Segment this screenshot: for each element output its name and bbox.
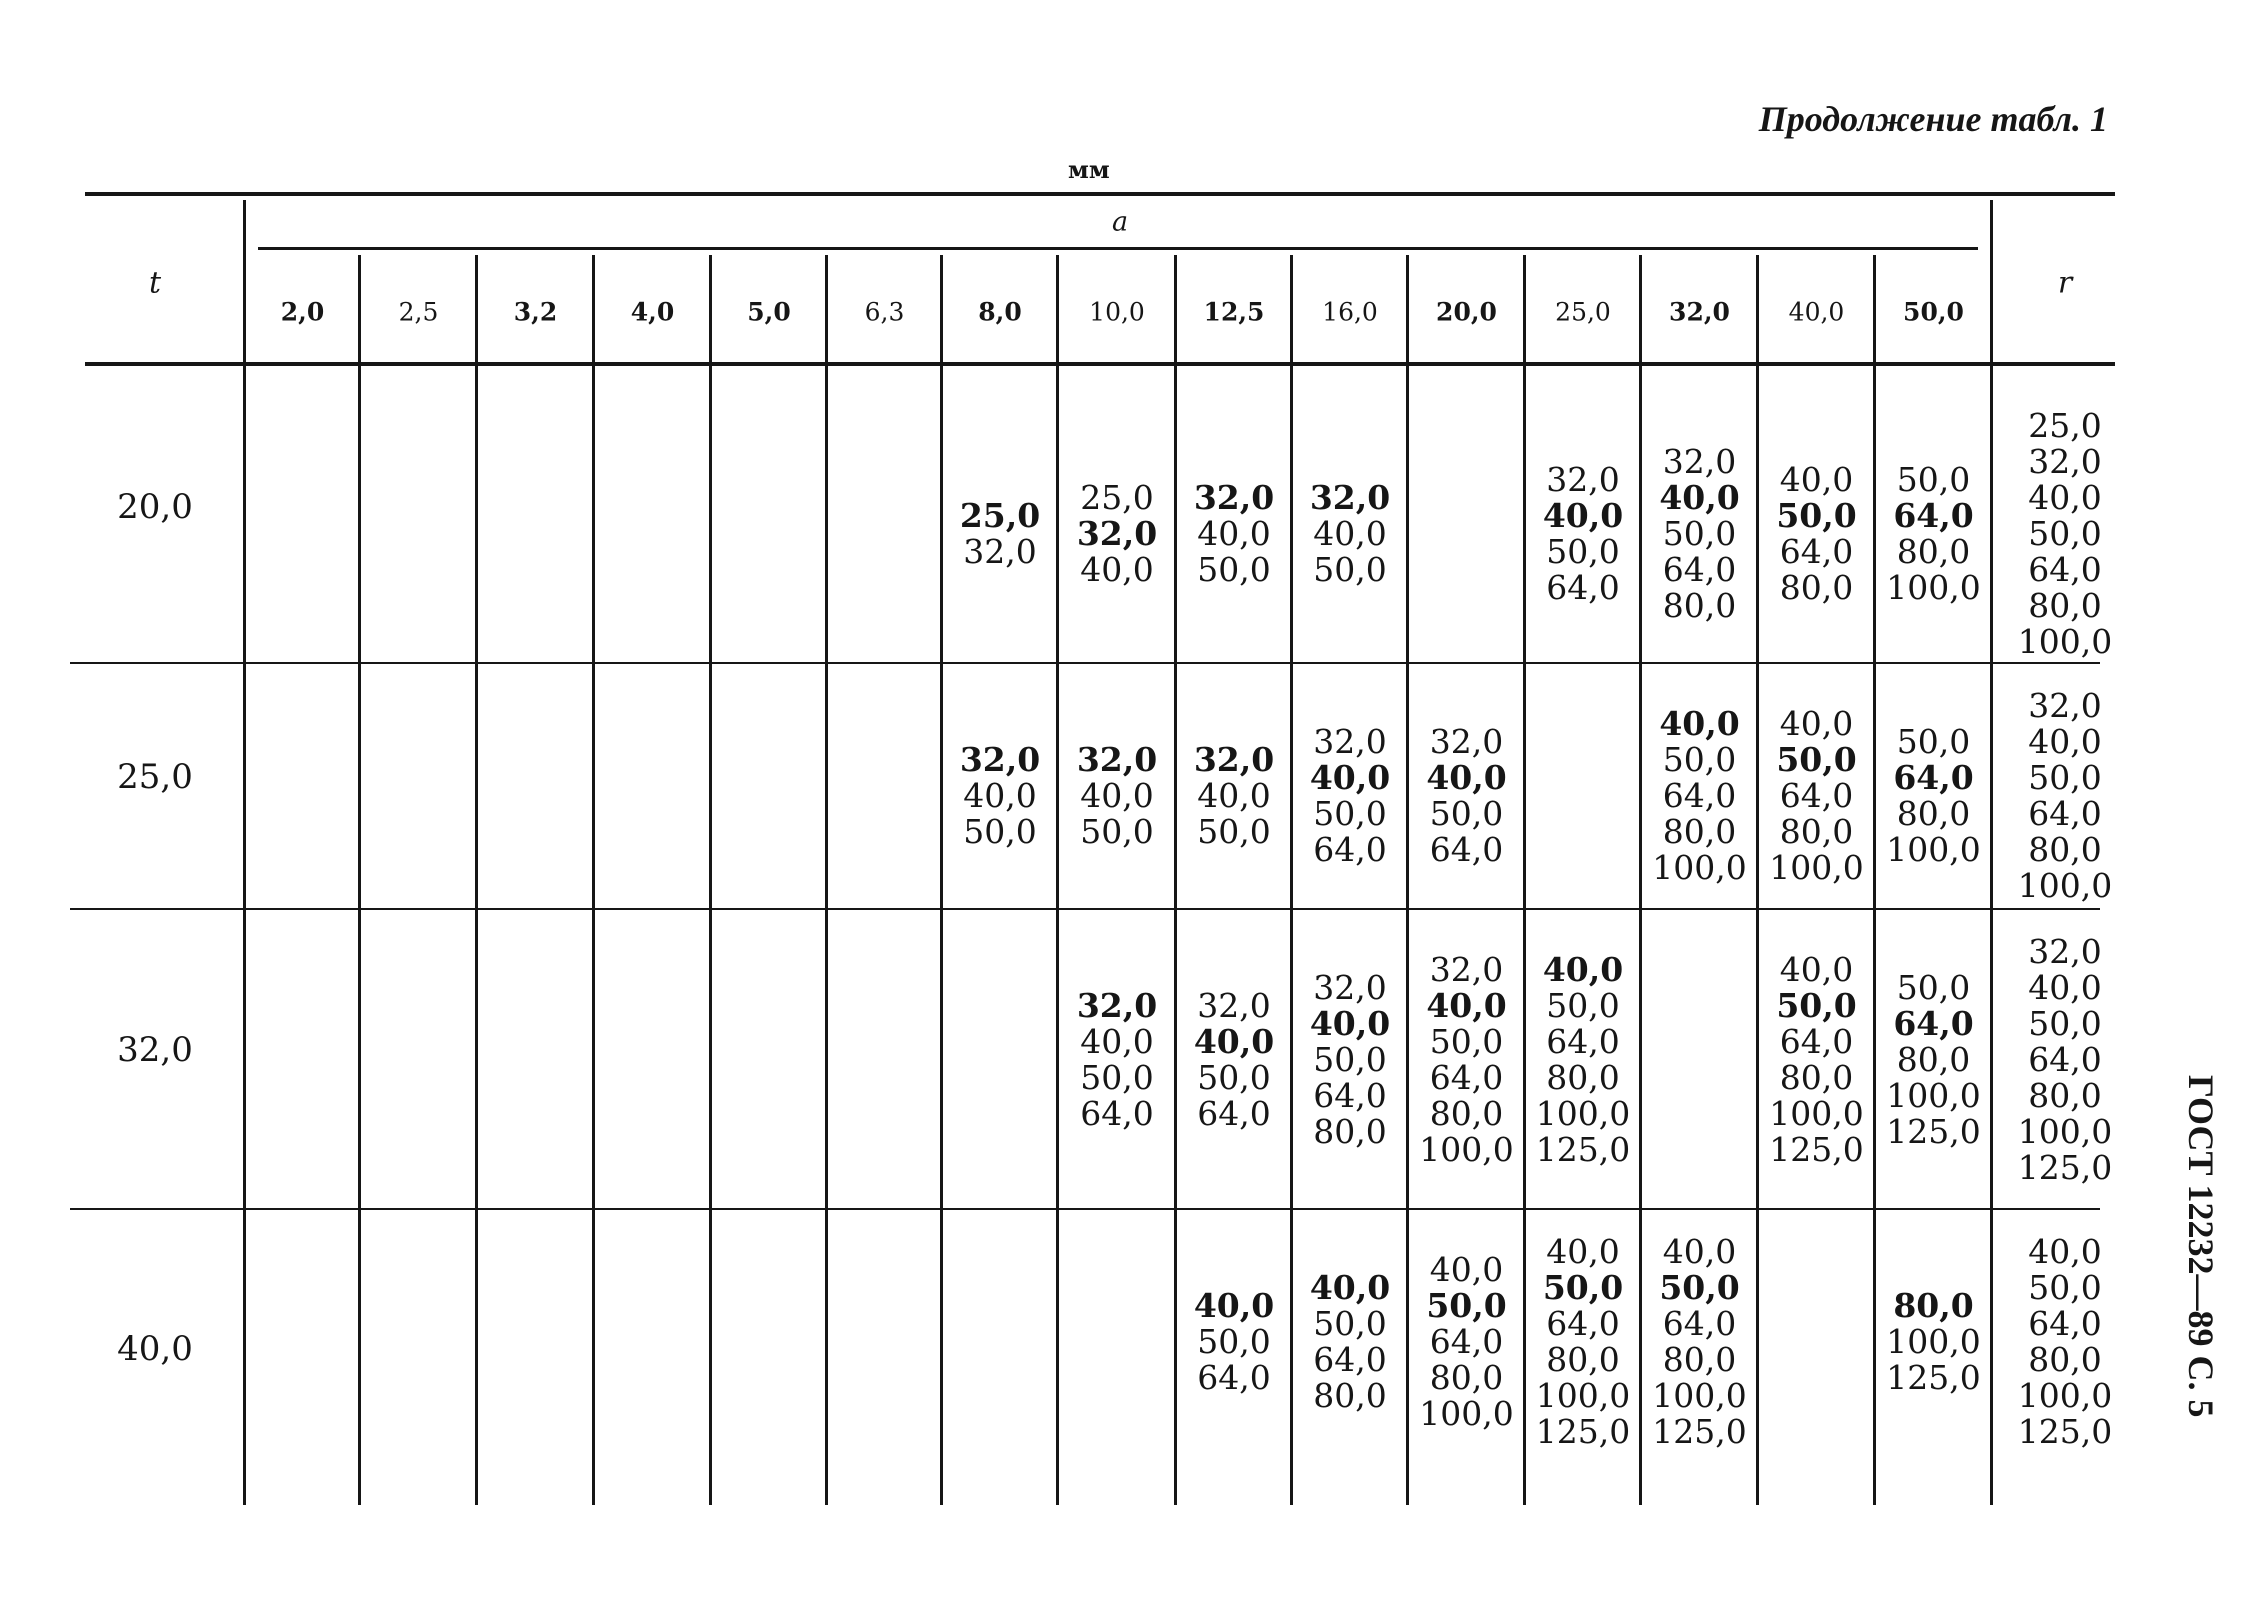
cell-value: 100,0: [1535, 1094, 1631, 1133]
row-t-value: 40,0: [117, 1328, 193, 1369]
cell-value: 64,0: [1197, 1358, 1271, 1397]
cell-value: 32,0: [2028, 932, 2102, 971]
row-separator-3: [70, 1208, 2100, 1210]
cell-value: 80,0: [1896, 1040, 1971, 1079]
column-header-a-8: 12,5: [1203, 297, 1265, 327]
cell-value: 100,0: [2017, 622, 2113, 661]
cell-value: 64,0: [1197, 1094, 1271, 1133]
t-header: t: [148, 265, 162, 301]
column-header-a-0: 2,0: [280, 297, 325, 327]
cell-value: 50,0: [1776, 496, 1857, 535]
cell-value: 32,0: [1313, 722, 1387, 761]
row-t-value: 25,0: [117, 757, 193, 797]
cell-value: 100,0: [2017, 1376, 2113, 1415]
cell-value: 64,0: [1429, 830, 1504, 869]
r-values-cell: [1992, 934, 2138, 1186]
cell-value: 32,0: [1429, 950, 1504, 989]
column-header-a-5: 6,3: [864, 297, 905, 327]
cell-value: 32,0: [2028, 442, 2102, 481]
row-t-value: 20,0: [117, 487, 193, 527]
cell-value: 40,0: [1080, 1022, 1154, 1061]
cell-value: 64,0: [1080, 1094, 1154, 1133]
table-cell: [1408, 724, 1525, 868]
cell-value: 40,0: [1662, 1232, 1737, 1271]
table-continuation-caption: Продолжение табл. 1: [1758, 99, 2108, 139]
cell-value: 64,0: [1893, 758, 1974, 797]
cell-value: 40,0: [1542, 950, 1624, 989]
cell-value: 100,0: [1886, 568, 1981, 607]
cell-value: 125,0: [2017, 1148, 2113, 1187]
cell-value: 50,0: [1546, 986, 1620, 1025]
cell-value: 32,0: [1313, 968, 1387, 1007]
cell-value: 50,0: [2028, 758, 2102, 797]
column-header-a-10: 20,0: [1436, 297, 1497, 327]
cell-value: 50,0: [1197, 550, 1271, 589]
cell-value: 100,0: [1535, 1376, 1631, 1415]
a-group-rule: [258, 247, 1978, 250]
cell-value: 64,0: [1429, 1058, 1504, 1097]
cell-value: 80,0: [1779, 568, 1854, 607]
cell-value: 125,0: [1769, 1130, 1864, 1169]
cell-value: 40,0: [963, 776, 1037, 815]
column-rule-6: [940, 255, 943, 1505]
cell-value: 50,0: [1659, 1268, 1740, 1307]
cell-value: 32,0: [1309, 478, 1391, 517]
cell-value: 80,0: [1662, 1340, 1737, 1379]
cell-value: 125,0: [1886, 1358, 1981, 1397]
cell-value: 40,0: [2028, 968, 2102, 1007]
cell-value: 32,0: [959, 740, 1041, 779]
cell-value: 50,0: [1896, 722, 1971, 761]
cell-value: 80,0: [1546, 1058, 1620, 1097]
cell-value: 50,0: [1197, 1322, 1271, 1361]
cell-value: 40,0: [1309, 1004, 1391, 1043]
table-cell: [1292, 480, 1408, 588]
column-header-a-7: 10,0: [1089, 297, 1145, 327]
r-values-cell: [1992, 688, 2138, 904]
cell-value: 100,0: [2017, 1112, 2113, 1151]
cell-value: 64,0: [1893, 1004, 1974, 1043]
cell-value: 100,0: [2017, 866, 2113, 905]
cell-value: 80,0: [2028, 830, 2102, 869]
cell-value: 80,0: [2028, 586, 2102, 625]
cell-value: 40,0: [1426, 986, 1507, 1025]
document-number-footer: ГОСТ 12232—89 С. 5: [2181, 1075, 2221, 1418]
cell-value: 32,0: [1546, 460, 1620, 499]
cell-value: 100,0: [1652, 848, 1747, 887]
row-separator-1: [70, 662, 2100, 664]
cell-value: 40,0: [1779, 704, 1854, 743]
cell-value: 32,0: [1193, 740, 1275, 779]
cell-value: 80,0: [1896, 532, 1971, 571]
cell-value: 100,0: [1769, 848, 1864, 887]
r-header: r: [2057, 265, 2073, 301]
column-rule-4: [709, 255, 712, 1505]
table-cell: [1525, 952, 1641, 1168]
cell-value: 64,0: [1662, 1304, 1737, 1343]
r-values-cell: [1992, 1234, 2138, 1450]
cell-value: 32,0: [1429, 722, 1504, 761]
cell-value: 64,0: [2028, 794, 2102, 833]
cell-value: 64,0: [1546, 568, 1620, 607]
cell-value: 80,0: [1313, 1112, 1387, 1151]
cell-value: 64,0: [1779, 1022, 1854, 1061]
cell-value: 64,0: [1313, 830, 1387, 869]
cell-value: 32,0: [1076, 986, 1158, 1025]
cell-value: 40,0: [1313, 514, 1387, 553]
column-header-a-12: 32,0: [1669, 297, 1730, 327]
cell-value: 50,0: [1896, 460, 1971, 499]
cell-value: 100,0: [1769, 1094, 1864, 1133]
cell-value: 80,0: [1896, 794, 1971, 833]
cell-value: 100,0: [1886, 1322, 1981, 1361]
cell-value: 50,0: [1313, 1304, 1387, 1343]
cell-value: 40,0: [2028, 722, 2102, 761]
cell-value: 80,0: [1779, 1058, 1854, 1097]
cell-value: 64,0: [2028, 1304, 2102, 1343]
cell-value: 40,0: [1542, 496, 1624, 535]
cell-value: 50,0: [1776, 740, 1857, 779]
cell-value: 50,0: [1197, 812, 1271, 851]
cell-value: 50,0: [1662, 514, 1737, 553]
table-cell: [1525, 1234, 1641, 1450]
cell-value: 50,0: [1662, 740, 1737, 779]
column-rule-0: [243, 200, 246, 1505]
cell-value: 40,0: [2028, 1232, 2102, 1271]
cell-value: 50,0: [1546, 532, 1620, 571]
table-cell: [942, 498, 1058, 570]
cell-value: 50,0: [1080, 812, 1154, 851]
table-cell: [1176, 742, 1292, 850]
cell-value: 125,0: [1886, 1112, 1981, 1151]
header-bottom-rule: [85, 362, 2115, 366]
cell-value: 64,0: [1313, 1076, 1387, 1115]
cell-value: 25,0: [1080, 478, 1154, 517]
table-cell: [1875, 462, 1992, 606]
cell-value: 40,0: [1779, 950, 1854, 989]
cell-value: 40,0: [1659, 704, 1740, 743]
cell-value: 50,0: [1080, 1058, 1154, 1097]
r-values-cell: [1992, 408, 2138, 660]
column-rule-2: [475, 255, 478, 1505]
table-cell: [1292, 970, 1408, 1150]
cell-value: 80,0: [1662, 586, 1737, 625]
cell-value: 64,0: [2028, 550, 2102, 589]
column-header-a-9: 16,0: [1322, 297, 1378, 327]
cell-value: 25,0: [959, 496, 1041, 535]
column-rule-3: [592, 255, 595, 1505]
table-cell: [1758, 462, 1875, 606]
column-header-a-13: 40,0: [1788, 297, 1845, 327]
cell-value: 100,0: [1652, 1376, 1747, 1415]
column-header-a-3: 4,0: [630, 297, 675, 327]
cell-value: 80,0: [1893, 1286, 1974, 1325]
table-cell: [1875, 724, 1992, 868]
cell-value: 32,0: [2028, 686, 2102, 725]
column-header-a-11: 25,0: [1555, 297, 1611, 327]
cell-value: 125,0: [2017, 1412, 2113, 1451]
column-rule-1: [358, 255, 361, 1505]
cell-value: 32,0: [1197, 986, 1271, 1025]
table-cell: [1525, 462, 1641, 606]
table-cell: [1058, 988, 1176, 1132]
cell-value: 40,0: [1197, 514, 1271, 553]
cell-value: 40,0: [1659, 478, 1740, 517]
row-t-value: 32,0: [117, 1030, 193, 1070]
cell-value: 50,0: [2028, 1268, 2102, 1307]
cell-value: 50,0: [1429, 794, 1504, 833]
table-cell: [1176, 480, 1292, 588]
table-cell: [1641, 1234, 1758, 1450]
cell-value: 50,0: [1896, 968, 1971, 1007]
cell-value: 80,0: [1313, 1376, 1387, 1415]
cell-value: 40,0: [1429, 1250, 1504, 1289]
table-cell: [1641, 444, 1758, 624]
column-header-a-14: 50,0: [1903, 297, 1964, 327]
cell-value: 40,0: [1309, 1268, 1391, 1307]
cell-value: 100,0: [1419, 1130, 1514, 1169]
column-rule-7: [1056, 255, 1059, 1505]
cell-value: 80,0: [1429, 1358, 1504, 1397]
cell-value: 50,0: [1313, 550, 1387, 589]
cell-value: 40,0: [1193, 1286, 1275, 1325]
column-header-a-1: 2,5: [398, 297, 439, 327]
cell-value: 40,0: [1426, 758, 1507, 797]
cell-value: 64,0: [1546, 1022, 1620, 1061]
cell-value: 40,0: [2028, 478, 2102, 517]
cell-value: 64,0: [2028, 1040, 2102, 1079]
cell-value: 80,0: [1429, 1094, 1504, 1133]
row-separator-2: [70, 908, 2100, 910]
table-cell: [1875, 1288, 1992, 1396]
table-cell: [942, 742, 1058, 850]
cell-value: 50,0: [1313, 794, 1387, 833]
cell-value: 40,0: [1546, 1232, 1620, 1271]
cell-value: 32,0: [1193, 478, 1275, 517]
cell-value: 125,0: [1535, 1130, 1631, 1169]
cell-value: 32,0: [963, 532, 1037, 571]
column-header-a-2: 3,2: [513, 297, 558, 327]
column-header-a-4: 5,0: [747, 297, 791, 327]
cell-value: 40,0: [1080, 776, 1154, 815]
table-cell: [1408, 952, 1525, 1168]
cell-value: 100,0: [1419, 1394, 1514, 1433]
cell-value: 40,0: [1080, 550, 1154, 589]
cell-value: 40,0: [1309, 758, 1391, 797]
cell-value: 40,0: [1193, 1022, 1275, 1061]
cell-value: 80,0: [1546, 1340, 1620, 1379]
cell-value: 64,0: [1662, 550, 1737, 589]
table-cell: [1292, 1270, 1408, 1414]
table-cell: [1408, 1252, 1525, 1432]
cell-value: 50,0: [2028, 514, 2102, 553]
cell-value: 40,0: [1197, 776, 1271, 815]
cell-value: 64,0: [1429, 1322, 1504, 1361]
cell-value: 50,0: [1542, 1268, 1624, 1307]
cell-value: 80,0: [2028, 1076, 2102, 1115]
cell-value: 50,0: [2028, 1004, 2102, 1043]
cell-value: 50,0: [1776, 986, 1857, 1025]
cell-value: 64,0: [1779, 532, 1854, 571]
cell-value: 100,0: [1886, 830, 1981, 869]
table-cell: [1292, 724, 1408, 868]
table-cell: [1058, 742, 1176, 850]
cell-value: 64,0: [1662, 776, 1737, 815]
cell-value: 25,0: [2028, 406, 2102, 445]
cell-value: 50,0: [963, 812, 1037, 851]
a-header: a: [1111, 206, 1129, 238]
cell-value: 125,0: [1652, 1412, 1747, 1451]
units-label: мм: [1068, 155, 1110, 184]
cell-value: 64,0: [1546, 1304, 1620, 1343]
column-header-a-6: 8,0: [978, 297, 1022, 327]
top-rule: [85, 192, 2115, 196]
table-cell: [1176, 988, 1292, 1132]
cell-value: 32,0: [1662, 442, 1737, 481]
cell-value: 80,0: [1779, 812, 1854, 851]
cell-value: 64,0: [1893, 496, 1974, 535]
cell-value: 32,0: [1076, 740, 1158, 779]
cell-value: 100,0: [1886, 1076, 1981, 1115]
table-cell: [1758, 952, 1875, 1168]
cell-value: 50,0: [1429, 1022, 1504, 1061]
cell-value: 40,0: [1779, 460, 1854, 499]
cell-value: 125,0: [1535, 1412, 1631, 1451]
cell-value: 64,0: [1779, 776, 1854, 815]
cell-value: 50,0: [1313, 1040, 1387, 1079]
table-cell: [1641, 706, 1758, 886]
table-cell: [1758, 706, 1875, 886]
table-cell: [1176, 1288, 1292, 1396]
cell-value: 80,0: [2028, 1340, 2102, 1379]
cell-value: 64,0: [1313, 1340, 1387, 1379]
cell-value: 50,0: [1426, 1286, 1507, 1325]
cell-value: 32,0: [1076, 514, 1158, 553]
cell-value: 50,0: [1197, 1058, 1271, 1097]
column-rule-5: [825, 255, 828, 1505]
table-cell: [1058, 480, 1176, 588]
cell-value: 80,0: [1662, 812, 1737, 851]
table-cell: [1875, 970, 1992, 1150]
